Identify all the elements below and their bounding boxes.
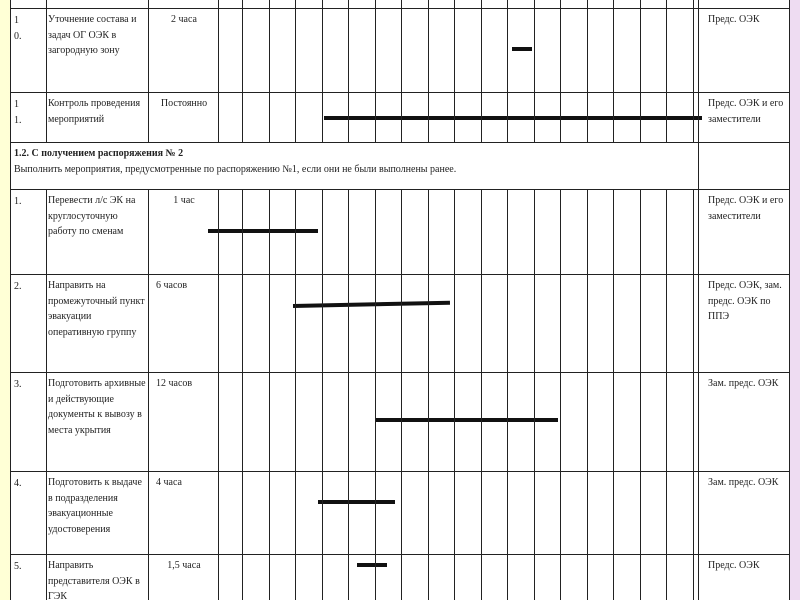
task-text: Направить на промежуточный пункт эвакуации оперативную группу bbox=[48, 280, 145, 338]
gantt-bar bbox=[318, 500, 395, 504]
time-grid-line bbox=[534, 189, 535, 600]
task-text: Перевести л/с ЭК на круглосуточную работу по сменам bbox=[48, 195, 136, 237]
row-number: 5. bbox=[14, 561, 22, 572]
row-number: 4. bbox=[14, 478, 22, 489]
responsible-text: Предс. ОЭК bbox=[708, 14, 760, 25]
time-grid-line bbox=[640, 0, 641, 142]
time-grid-line bbox=[613, 0, 614, 142]
time-grid-line bbox=[242, 189, 243, 600]
column-divider bbox=[148, 189, 149, 600]
time-grid-line bbox=[375, 189, 376, 600]
task-text: Уточнение состава и задач ОГ ОЭК в загородную зону bbox=[48, 14, 137, 56]
gantt-bar bbox=[512, 47, 532, 51]
table-row bbox=[10, 372, 790, 472]
gantt-bar bbox=[293, 301, 450, 308]
time-grid-line bbox=[401, 189, 402, 600]
time-grid-line bbox=[322, 189, 323, 600]
time-grid-line bbox=[666, 189, 667, 600]
time-grid-line bbox=[560, 189, 561, 600]
time-grid-line bbox=[587, 189, 588, 600]
gantt-bar bbox=[324, 116, 702, 120]
responsible-text: Зам. предс. ОЭК bbox=[708, 378, 779, 389]
time-grid-line bbox=[666, 0, 667, 142]
time-grid-line bbox=[295, 0, 296, 142]
time-grid-line bbox=[507, 0, 508, 142]
column-divider bbox=[46, 0, 47, 142]
column-divider bbox=[148, 0, 149, 142]
duration-text: 12 часов bbox=[156, 378, 193, 389]
time-grid-line bbox=[507, 189, 508, 600]
table-row bbox=[10, 554, 790, 600]
time-grid-line bbox=[560, 0, 561, 142]
time-grid-line bbox=[295, 189, 296, 600]
responsible-text: Предс. ОЭК и его заместители bbox=[708, 98, 784, 125]
time-grid-line bbox=[428, 0, 429, 142]
time-grid-line bbox=[269, 0, 270, 142]
time-grid-line bbox=[375, 0, 376, 142]
grid-line bbox=[698, 0, 699, 600]
time-grid-line bbox=[481, 189, 482, 600]
section-subtitle: Выполнить мероприятия, предусмотренные по распоряжению №1, если они не были выполнены ранее. bbox=[14, 164, 457, 175]
table-row bbox=[10, 189, 790, 275]
column-divider bbox=[218, 189, 219, 600]
column-divider bbox=[46, 189, 47, 600]
duration-text: 1,5 часа bbox=[167, 560, 201, 571]
time-grid-line bbox=[348, 189, 349, 600]
task-text: Подготовить архивные и действующие документы к вывозу в места укрытия bbox=[48, 378, 146, 436]
table-row bbox=[10, 92, 790, 143]
duration-text: Постоянно bbox=[160, 98, 208, 109]
time-grid-line bbox=[454, 189, 455, 600]
gantt-bar bbox=[208, 229, 318, 233]
time-grid-line bbox=[322, 0, 323, 142]
time-grid-line bbox=[534, 0, 535, 142]
duration-text: 2 часа bbox=[171, 14, 197, 25]
time-grid-line bbox=[269, 189, 270, 600]
task-text: Направить представителя ОЭК в ГЭК bbox=[48, 560, 140, 600]
gantt-bar bbox=[375, 418, 558, 422]
responsible-text: Предс. ОЭК и его заместители bbox=[708, 195, 784, 222]
column-divider bbox=[218, 0, 219, 142]
gantt-bar bbox=[357, 563, 387, 567]
section-row bbox=[10, 142, 790, 190]
time-grid-line bbox=[242, 0, 243, 142]
table-row bbox=[10, 8, 790, 93]
duration-text: 6 часов bbox=[156, 280, 188, 291]
section-title: 1.2. С получением распоряжения № 2 bbox=[14, 148, 184, 159]
grid-line bbox=[789, 0, 790, 600]
task-text: Подготовить к выдаче в подразделения эвакуационные удостоверения bbox=[48, 477, 142, 535]
responsible-text: Предс. ОЭК, зам. предс. ОЭК по ППЭ bbox=[708, 280, 782, 322]
time-grid-line bbox=[348, 0, 349, 142]
time-grid-line bbox=[587, 0, 588, 142]
row-number: 1 1. bbox=[14, 99, 22, 126]
table-row bbox=[10, 471, 790, 555]
time-grid-line bbox=[693, 0, 694, 142]
time-grid-line bbox=[481, 0, 482, 142]
time-grid-line bbox=[454, 0, 455, 142]
responsible-text: Предс. ОЭК bbox=[708, 560, 760, 571]
row-number: 1 0. bbox=[14, 15, 22, 42]
time-grid-line bbox=[428, 189, 429, 600]
task-text: Контроль проведения мероприятий bbox=[48, 98, 141, 125]
duration-text: 4 часа bbox=[156, 477, 182, 488]
duration-text: 1 час bbox=[173, 195, 195, 206]
grid-line bbox=[10, 0, 11, 600]
section-header bbox=[14, 146, 456, 178]
row-number: 3. bbox=[14, 379, 22, 390]
time-grid-line bbox=[401, 0, 402, 142]
schedule-sheet bbox=[10, 0, 790, 600]
time-grid-line bbox=[613, 189, 614, 600]
table-row bbox=[10, 274, 790, 373]
time-grid-line bbox=[693, 189, 694, 600]
responsible-text: Зам. предс. ОЭК bbox=[708, 477, 779, 488]
row-number: 1. bbox=[14, 196, 22, 207]
time-grid-line bbox=[640, 189, 641, 600]
row-number: 2. bbox=[14, 281, 22, 292]
